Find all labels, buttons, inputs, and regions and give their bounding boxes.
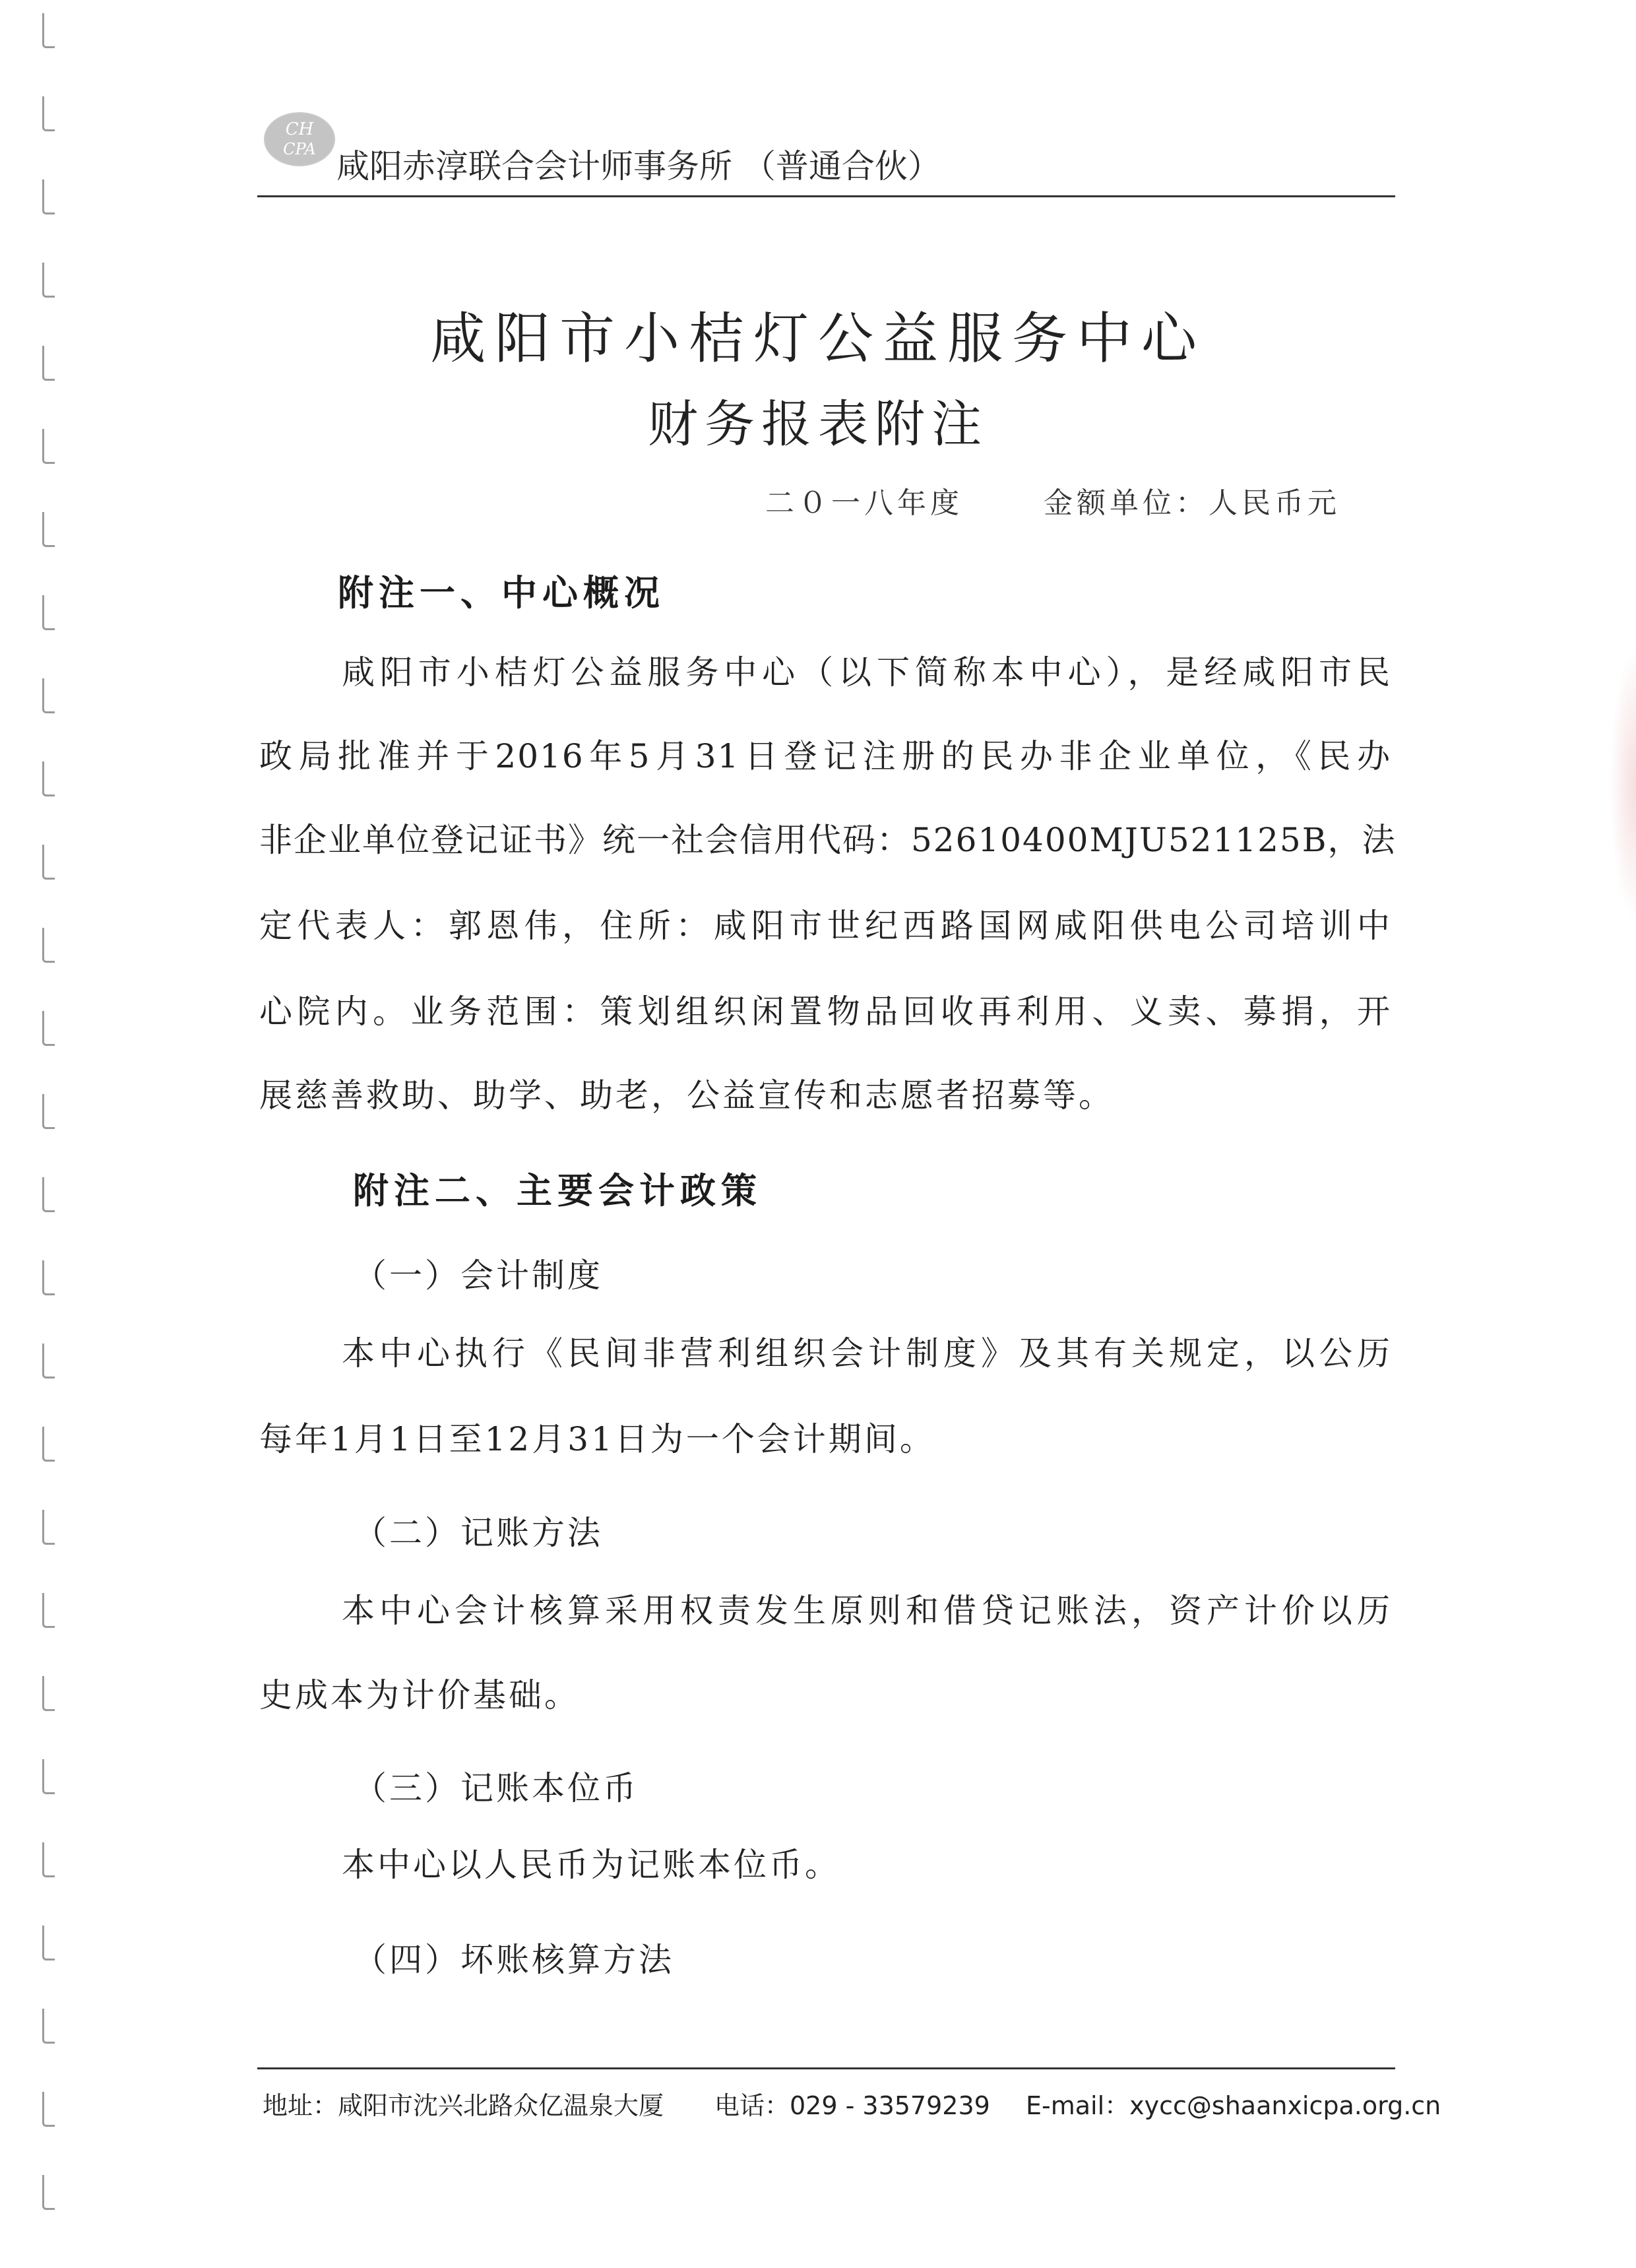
binding-hole xyxy=(42,1094,55,1129)
binding-hole xyxy=(42,1926,55,1960)
binding-hole xyxy=(42,1842,55,1877)
binding-hole xyxy=(42,1427,55,1462)
binding-hole xyxy=(42,678,55,713)
binding-hole xyxy=(42,179,55,214)
binding-hole xyxy=(42,595,55,630)
paragraph-line: 每年1月1日至12月31日为一个会计期间。 xyxy=(259,1420,935,1458)
binding-hole xyxy=(42,1177,55,1212)
paragraph-line: 本中心以人民币为记账本位币。 xyxy=(342,1846,840,1884)
paragraph-line: 政局批准并于2016年5月31日登记注册的民办非企业单位，《民办 xyxy=(259,737,1391,775)
binding-hole xyxy=(42,2092,55,2127)
currency-unit: 金额单位：人民币元 xyxy=(1044,486,1340,520)
paragraph-line: 心院内。业务范围：策划组织闲置物品回收再利用、义卖、募捐，开 xyxy=(259,992,1391,1031)
logo-text: CPA xyxy=(283,140,316,158)
binding-hole xyxy=(42,761,55,796)
binding-hole xyxy=(42,263,55,298)
section-heading: 附注二、主要会计政策 xyxy=(353,1169,762,1212)
report-year: 二０一八年度 xyxy=(765,486,963,520)
subsection-title: （二）记账方法 xyxy=(354,1514,603,1552)
binding-hole xyxy=(42,1011,55,1046)
subsection-title: （一）会计制度 xyxy=(354,1256,603,1295)
paragraph-line: 史成本为计价基础。 xyxy=(259,1676,580,1714)
firm-name: 咸阳赤淳联合会计师事务所 （普通合伙） xyxy=(336,147,941,185)
paragraph-line: 咸阳市小桔灯公益服务中心（以下简称本中心），是经咸阳市民 xyxy=(342,653,1391,692)
svg-text:CH: CH xyxy=(285,119,314,139)
header-rule xyxy=(257,195,1395,197)
document-title: 咸阳市小桔灯公益服务中心 xyxy=(429,306,1206,371)
binding-hole xyxy=(42,845,55,880)
footer-address: 地址：咸阳市沈兴北路众亿温泉大厦 xyxy=(263,2091,664,2120)
paragraph-line: 本中心执行《民间非营利组织会计制度》及其有关规定，以公历 xyxy=(342,1334,1391,1373)
firm-logo xyxy=(264,112,335,166)
binding-hole xyxy=(42,1676,55,1711)
binding-hole xyxy=(42,1593,55,1628)
binding-hole xyxy=(42,1759,55,1794)
footer-rule xyxy=(257,2067,1395,2069)
footer-email: E-mail：xycc@shaanxicpa.org.cn xyxy=(1026,2091,1441,2120)
subsection-title: （三）记账本位币 xyxy=(354,1769,639,1807)
binding-hole xyxy=(42,928,55,963)
binding-hole xyxy=(42,1344,55,1378)
binding-hole xyxy=(42,1260,55,1295)
document-subtitle: 财务报表附注 xyxy=(648,395,988,453)
binding-hole xyxy=(42,512,55,547)
binding-hole xyxy=(42,13,55,48)
paragraph-line: 非企业单位登记证书》统一社会信用代码：52610400MJU521125B，法 xyxy=(259,821,1397,859)
binding-hole xyxy=(42,2175,55,2210)
binding-hole xyxy=(42,2009,55,2044)
seal-stamp xyxy=(1610,647,1636,924)
subsection-title: （四）坏账核算方法 xyxy=(354,1941,674,1979)
paragraph-line: 展慈善救助、助学、助老，公益宣传和志愿者招募等。 xyxy=(259,1076,1114,1115)
binding-hole xyxy=(42,96,55,131)
section-heading: 附注一、中心概况 xyxy=(338,571,665,614)
paragraph-line: 本中心会计核算采用权责发生原则和借贷记账法，资产计价以历 xyxy=(342,1592,1391,1630)
footer-phone: 电话：029 - 33579239 xyxy=(714,2091,990,2120)
binding-hole xyxy=(42,1510,55,1545)
paragraph-line: 定代表人：郭恩伟，住所：咸阳市世纪西路国网咸阳供电公司培训中 xyxy=(259,907,1391,945)
